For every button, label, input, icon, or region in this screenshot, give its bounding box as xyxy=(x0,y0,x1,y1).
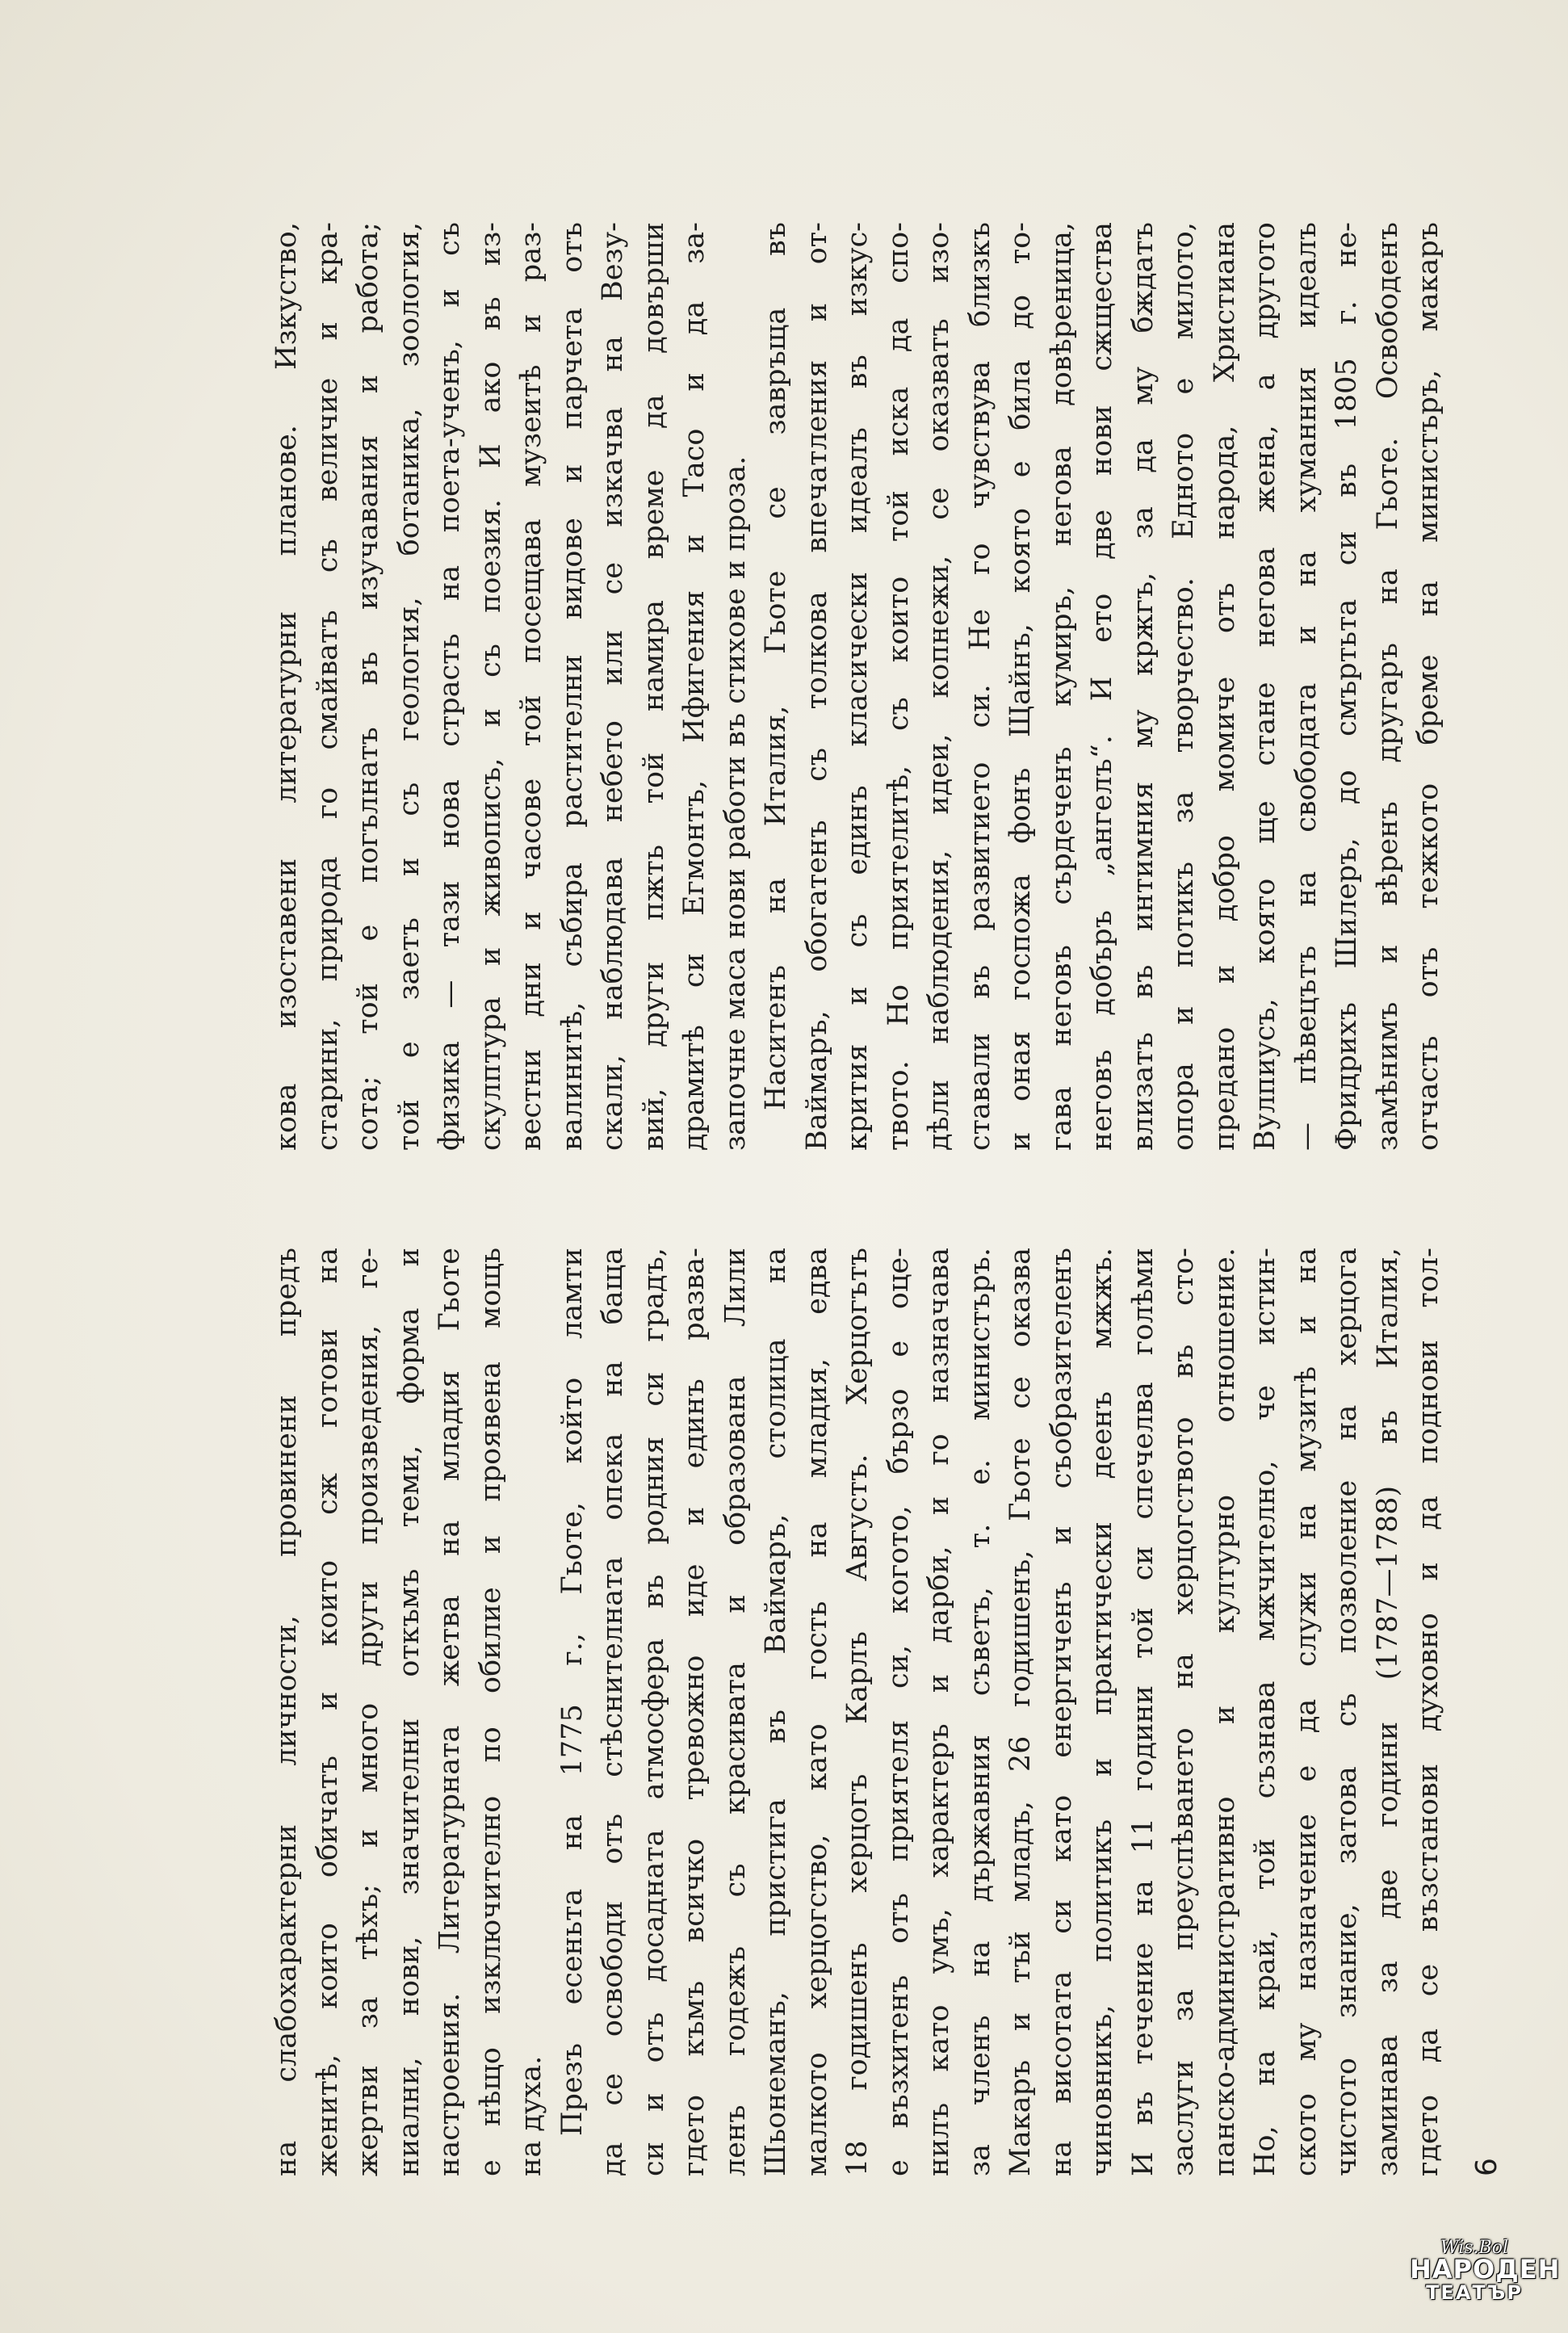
text-line: твото. Но приятелитѣ, съ които той иска да спо- xyxy=(882,222,915,1151)
logo-line-1: НАРОДЕН xyxy=(1410,2254,1561,2285)
text-line: Вулпиусъ, която ще стане негова жена, а другото xyxy=(1249,222,1281,1151)
text-line: Шьонеманъ, пристига въ Ваймаръ, столица на xyxy=(760,1248,792,2176)
text-line: чистото знание, затова съ позволение на херцога xyxy=(1331,1248,1363,2176)
text-line: на духа. xyxy=(515,2055,547,2176)
national-theatre-logo xyxy=(1410,2238,1561,2304)
text-line: скали, наблюдава небето или се изкачва на Везу- xyxy=(597,222,629,1151)
text-line: Ваймаръ, обогатенъ съ толкова впечатления и от- xyxy=(800,222,833,1151)
text-line: вестни дни и часове той посещава музеитѣ и раз- xyxy=(515,222,547,1151)
text-line: гдето къмъ всичко тревожно иде и единъ разва- xyxy=(678,1248,711,2176)
logo-signature: Wis.Bol xyxy=(1440,2238,1508,2258)
text-line: за членъ на държавния съветъ, т. е. министъръ. xyxy=(963,1248,996,2176)
text-line: е нѣщо изключително по обилие и проявена мощь xyxy=(474,1248,507,2176)
logo-line-2: ТЕАТЪР xyxy=(1426,2281,1523,2304)
text-line: опора и потикъ за творчество. Едното е милото, xyxy=(1168,222,1200,1151)
text-line: Фридрихъ Шилеръ, до смъртьта си въ 1805 г. не- xyxy=(1331,222,1363,1151)
text-line: скулптура и живописъ, и съ поезия. И ако въ из- xyxy=(474,222,507,1151)
text-line: да се освободи отъ стѣснителната опека на баща xyxy=(597,1248,629,2176)
text-line: заслуги за преуспѣването на херцогството въ сто- xyxy=(1168,1248,1200,2176)
text-line: старини, природа го смайватъ съ величие и кра- xyxy=(311,222,344,1151)
text-line: Презъ есеньта на 1775 г., Гьоте, който ламти xyxy=(556,1248,589,2136)
text-line: си и отъ досадната атмосфера въ родния си градъ, xyxy=(637,1248,670,2176)
text-line: жертви за тѣхъ; и много други произведения, ге- xyxy=(352,1248,384,2176)
text-line: нилъ като умъ, характеръ и дарби, и го назначава xyxy=(923,1248,955,2176)
text-line: И въ течение на 11 години той си спечелва голѣми xyxy=(1126,1248,1159,2176)
text-line: на слабохарактерни личности, провинени предъ xyxy=(270,1248,303,2176)
text-line: сота; той е погълнатъ въ изучавания и работа; xyxy=(352,222,384,1151)
text-line: крития и съ единъ класически идеалъ въ изкус- xyxy=(841,222,874,1151)
text-line: влизатъ въ интимния му кржгъ, за да му бждатъ xyxy=(1126,222,1159,1151)
text-line: неговъ добъръ „ангелъ“. И ето две нови сжщества xyxy=(1086,222,1118,1151)
text-line: гдето да се възстанови духовно и да поднови тол- xyxy=(1412,1248,1444,2176)
text-line: гава неговъ сърдеченъ кумиръ, негова довѣреница, xyxy=(1045,222,1078,1151)
text-line: чиновникъ, политикъ и практически деенъ мжжъ. xyxy=(1086,1248,1118,2176)
text-line: предано и добро момиче отъ народа, Христиана xyxy=(1208,222,1241,1151)
text-line: той е заетъ и съ геология, ботаника, зоология, xyxy=(392,222,426,1151)
text-line: Наситенъ на Италия, Гьоте се завръща въ xyxy=(760,222,792,1110)
text-line: отчасть отъ тежкото бреме на министъръ, макаръ xyxy=(1412,222,1444,1151)
text-line: Макаръ и тъй младъ, 26 годишенъ, Гьоте се оказва xyxy=(1004,1248,1037,2176)
text-line: 18 годишенъ херцогъ Карлъ Августъ. Херцогътъ xyxy=(841,1248,874,2176)
text-line: физика — тази нова страсть на поета-ученъ, и съ xyxy=(434,222,466,1151)
text-line: драмитѣ си Егмонтъ, Ифигения и Тасо и да за- xyxy=(678,222,711,1151)
text-line: заминава за две години (1787—1788) въ Италия, xyxy=(1371,1248,1404,2176)
text-line: ското му назначение е да служи на музитѣ и на xyxy=(1289,1248,1323,2176)
text-line: — пѣвецътъ на свободата и на хуманния идеалъ xyxy=(1289,222,1323,1151)
text-line: на висотата си като енергиченъ и съобразителенъ xyxy=(1045,1248,1078,2176)
text-line: замѣнимъ и вѣренъ другаръ на Гьоте. Освободенъ xyxy=(1371,222,1404,1151)
text-line: вий, други пжть той намира време да довърши xyxy=(637,222,670,1151)
text-line: женитѣ, които обичатъ и които сж готови на xyxy=(311,1248,344,2176)
text-line: и оная госпожа фонъ Щайнъ, която е била до то- xyxy=(1004,222,1037,1151)
text-line: панско-административно и културно отношение. xyxy=(1208,1248,1241,2176)
text-line: малкото херцогство, като гость на младия, едва xyxy=(800,1248,833,2176)
text-line: кова изоставени литературни планове. Изкуство, xyxy=(270,222,303,1151)
text-line: ниални, нови, значителни откъмъ теми, форма и xyxy=(392,1248,426,2176)
text-line: валинитѣ, събира растителни видове и парчета отъ xyxy=(556,222,589,1151)
text-line: настроения. Литературната жетва на младия Гьоте xyxy=(434,1248,466,2176)
text-column-right xyxy=(266,222,1444,1151)
text-line: ленъ годежъ съ красивата и образована Лили xyxy=(719,1248,752,2176)
text-column-left xyxy=(266,1248,1503,2176)
text-line: Но, на край, той съзнава мжчително, че истин- xyxy=(1249,1248,1281,2176)
page-number: 6 xyxy=(1469,2158,1503,2176)
text-line: започне маса нови работи въ стихове и проза. xyxy=(719,455,752,1151)
text-line: ставали въ развитието си. Не го чувствува близкъ xyxy=(963,222,996,1151)
text-line: дѣли наблюдения, идеи, копнежи, се оказватъ изо- xyxy=(923,222,955,1151)
rotated-text-block xyxy=(266,222,1503,2176)
text-line: е възхитенъ отъ приятеля си, когото, бързо е оце- xyxy=(882,1248,915,2176)
